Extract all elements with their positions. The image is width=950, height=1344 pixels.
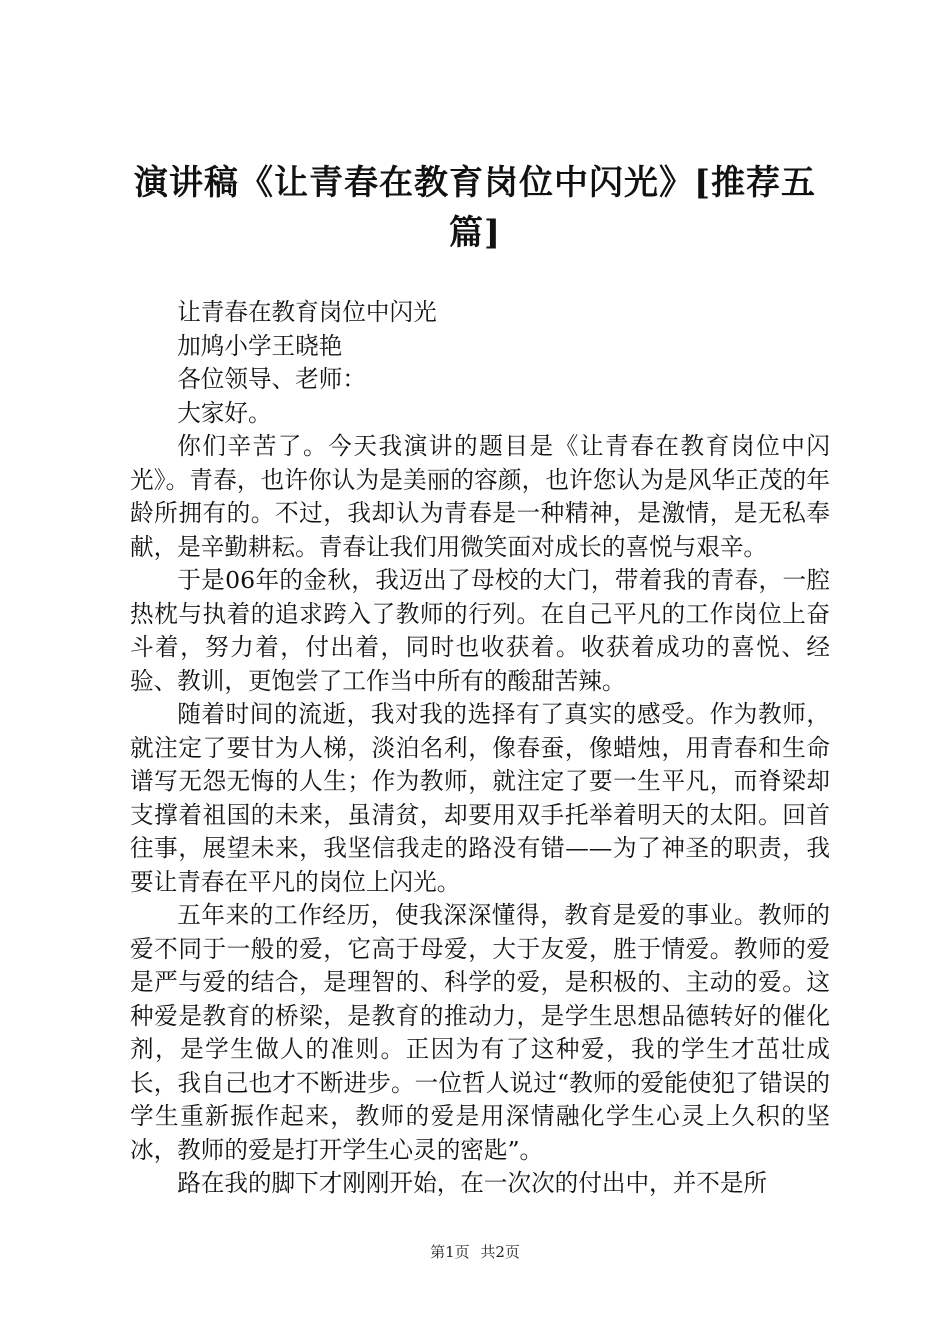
page-total: 共2页 xyxy=(480,1243,520,1261)
page-footer xyxy=(0,1242,950,1262)
paragraph: 路在我的脚下才刚刚开始，在一次次的付出中，并不是所 xyxy=(177,1169,768,1197)
paragraph: 随着时间的流逝，我对我的选择有了真实的感受。作为教师，就注定了要甘为人梯，淡泊名利，像春蚕，像蜡烛，用青春和生命谱写无怨无悔的人生；作为教师，就注定了要一生平凡，而脊梁却支撑着祖国的未来，虽清贫，却要用双手托举着明天的太阳。回首往事，展望未来，我坚信我走的路没有错——为了神圣的职责，我要让青春在平凡的岗位上闪光。 xyxy=(130,700,830,896)
greeting: 大家好。 xyxy=(177,398,272,427)
speech-author: 加鸠小学王晓艳 xyxy=(177,331,343,360)
title-line-2: 篇] xyxy=(448,213,502,253)
page-number: 第1页 xyxy=(430,1243,470,1261)
document-body xyxy=(130,296,830,1201)
paragraph: 你们辛苦了。今天我演讲的题目是《让青春在教育岗位中闪光》。青春，也许你认为是美丽的容颜，也许您认为是风华正茂的年龄所拥有的。不过，我却认为青春是一种精神，是激情，是无私奉献，是辛勤耕耘。青春让我们用微笑面对成长的喜悦与艰辛。 xyxy=(130,432,830,561)
paragraph: 五年来的工作经历，使我深深懂得，教育是爱的事业。教师的爱不同于一般的爱，它高于母爱，大于友爱，胜于情爱。教师的爱是严与爱的结合，是理智的、科学的爱，是积极的、主动的爱。这种爱是教育的桥梁，是教育的推动力，是学生思想品德转好的催化剂，是学生做人的准则。正因为有了这种爱，我的学生才茁壮成长，我自己也才不断进步。一位哲人说过“教师的爱能使犯了错误的学生重新振作起来，教师的爱是用深情融化学生心灵上久积的坚冰，教师的爱是打开学生心灵的密匙”。 xyxy=(130,901,830,1164)
document-title xyxy=(120,158,830,258)
salutation: 各位领导、老师： xyxy=(177,365,366,393)
paragraph: 于是06年的金秋，我迈出了母校的大门，带着我的青春，一腔热枕与执着的追求跨入了教师的行列。在自己平凡的工作岗位上奋斗着，努力着，付出着，同时也收获着。收获着成功的喜悦、经验、教训，更饱尝了工作当中所有的酸甜苦辣。 xyxy=(130,566,830,695)
speech-subtitle: 让青春在教育岗位中闪光 xyxy=(177,298,437,326)
title-line-1: 演讲稿《让青春在教育岗位中闪光》[推荐五 xyxy=(133,163,817,203)
